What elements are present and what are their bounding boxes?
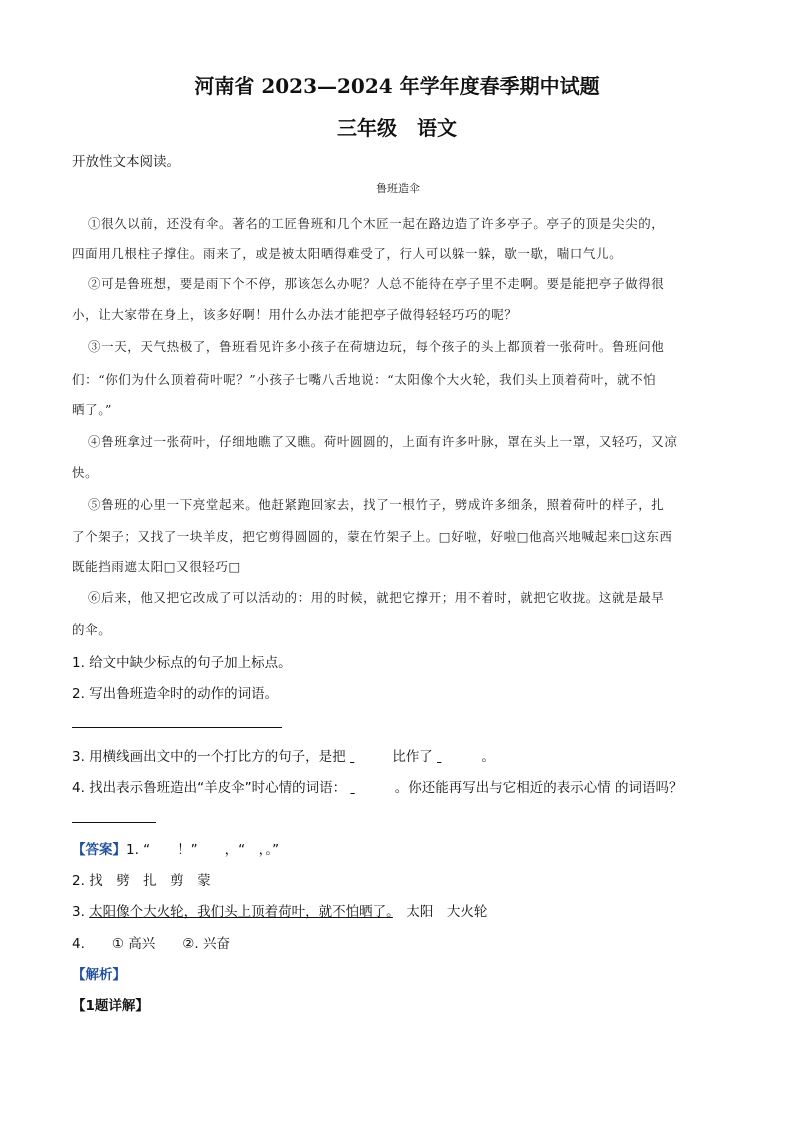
story-line: ④鲁班拿过一张荷叶，仔细地瞧了又瞧。荷叶圆圆的，上面有许多叶脉，罩在头上一罩，又轻巧，又凉	[88, 434, 678, 449]
answer-label: 【答案】	[72, 842, 126, 858]
story-line: 了个架子；又找了一块羊皮，把它剪得圆圆的，蒙在竹架子上。□好啦，好啦□他高兴地喊起来□这东西	[72, 529, 673, 544]
blank-q3-2[interactable]	[437, 749, 477, 765]
question-1: 1. 给文中缺少标点的句子加上标点。	[72, 655, 292, 671]
question-3-text-b: 比作了	[392, 749, 433, 765]
page-title: 河南省 2023—2024 年学年度春季期中试题	[194, 74, 600, 98]
blank-q4-1[interactable]	[350, 780, 390, 796]
story-line: 快。	[72, 465, 99, 480]
story-line: ②可是鲁班想，要是雨下个不停，那该怎么办呢？人总不能待在亭子里不走啊。要是能把亭子做得很	[88, 276, 665, 291]
page-subtitle: 三年级 语文	[337, 116, 457, 140]
answer-1-text: 1. “ ！” ，“ ，。”	[126, 842, 280, 858]
story-line: 们：“你们为什么顶着荷叶呢？”小孩子七嘴八舌地说：“太阳像个大火轮，我们头上顶着荷叶，就不怕	[72, 372, 657, 387]
blank-q3-1[interactable]	[350, 749, 388, 765]
section-intro: 开放性文本阅读。	[72, 154, 180, 170]
story-line: ⑥后来，他又把它改成了可以活动的：用的时候，就把它撑开；用不着时，就把它收拢。这就是最早	[88, 590, 665, 605]
analysis-label: 【解析】	[72, 967, 126, 983]
story-line: ①很久以前，还没有伞。著名的工匠鲁班和几个木匠一起在路边造了许多亭子。亭子的顶是尖尖的，	[88, 216, 665, 231]
analysis-detail-heading: 【1题详解】	[72, 998, 149, 1014]
question-4-text-b: 。你还能再写出与它相近的表示心情 的词语吗？	[394, 780, 683, 796]
story-line: ③一天，天气热极了，鲁班看见许多小孩子在荷塘边玩，每个孩子的头上都顶着一张荷叶。鲁班问他	[88, 339, 665, 354]
story-line: 既能挡雨遮太阳□又很轻巧□	[72, 559, 241, 574]
answer-3-rest: 太阳 大火轮	[392, 904, 488, 920]
answer-4: 4. ① 高兴 ②. 兴奋	[72, 936, 230, 952]
question-4	[72, 776, 683, 796]
answer-2: 2. 找 劈 扎 剪 蒙	[72, 873, 211, 889]
question-3-text-a: 3. 用横线画出文中的一个打比方的句子，是把	[72, 749, 346, 765]
question-3	[72, 745, 495, 765]
question-2: 2. 写出鲁班造伞时的动作的词语。	[72, 686, 279, 702]
answer-3-sentence: 太阳像个大火轮，我们头上顶着荷叶，就不怕晒了。	[89, 904, 393, 920]
answer-3	[72, 900, 487, 920]
story-line: 小，让大家带在身上，该多好啊！用什么办法才能把亭子做得轻轻巧巧的呢？	[72, 307, 518, 322]
question-4-text-a: 4. 找出表示鲁班造出“羊皮伞”时心情的词语：	[72, 780, 347, 796]
story-line: 晒了。”	[72, 402, 113, 417]
story-line: ⑤鲁班的心里一下亮堂起来。他赶紧跑回家去，找了一根竹子，劈成许多细条，照着荷叶的样子，扎	[88, 497, 665, 512]
answer-line-q2[interactable]	[72, 727, 282, 728]
question-3-text-c: 。	[481, 749, 495, 765]
answer-1	[72, 838, 279, 858]
answer-line-q4[interactable]	[72, 822, 156, 823]
story-line: 的伞。	[72, 622, 112, 637]
story-line: 四面用几根柱子撑住。雨来了，或是被太阳晒得难受了，行人可以躲一躲，歇一歇，喘口气儿。	[72, 246, 623, 261]
story-title: 鲁班造伞	[376, 182, 420, 195]
answer-3-prefix: 3.	[72, 904, 90, 920]
